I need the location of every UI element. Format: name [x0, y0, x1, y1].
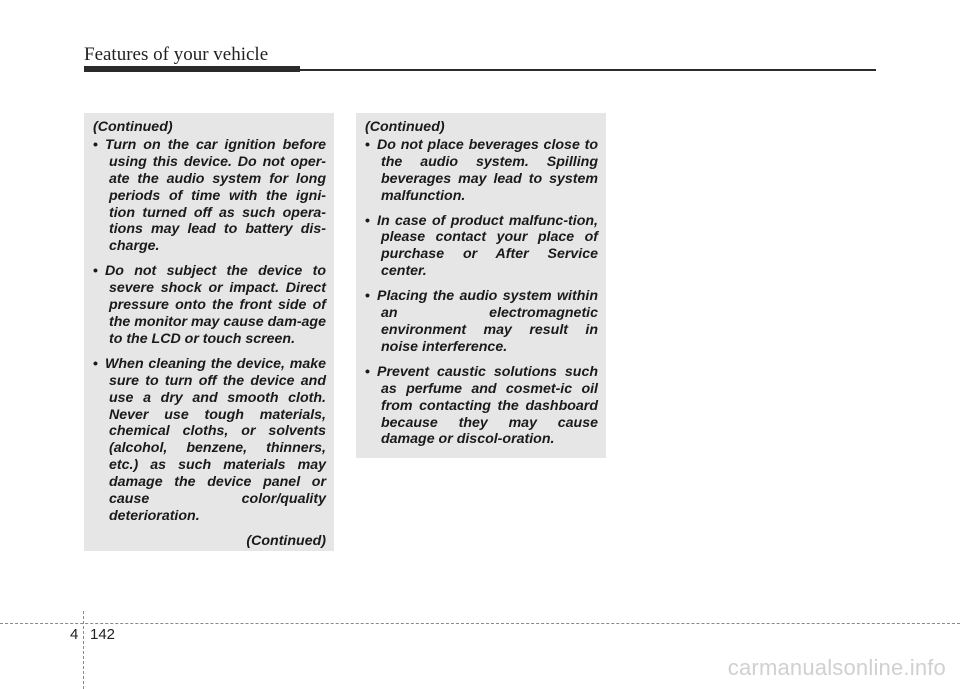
list-item-text: Do not place beverages close to the audio system. Spilling beverages may lead to system malfunction. — [377, 136, 598, 204]
bullet-icon: • — [365, 288, 370, 305]
section-number: 4 — [70, 626, 79, 643]
list-item-text: Prevent caustic solutions such as perfume and cosmet-ic oil from contacting the dashboard because they may cause damage or discol-oration. — [377, 363, 598, 448]
continued-label: (Continued) — [93, 119, 173, 135]
page-number: 142 — [90, 626, 116, 643]
bullet-icon: • — [93, 263, 98, 280]
header-rule — [300, 69, 876, 71]
caution-panel-left — [84, 113, 334, 551]
list-item — [365, 213, 598, 281]
list-item-text: When cleaning the device, make sure to turn off the device and use a dry and smooth cloth. Never use tough materials, chemical cloths, or solvents (alcohol, benzene, thinners, etc.) as such materials may damage the device panel or cause color/quality deterioration. — [105, 355, 326, 524]
footer-divider — [83, 611, 84, 689]
list-item-text: In case of product malfunc-tion, please contact your place of purchase or After Service center. — [377, 212, 598, 280]
bullet-icon: • — [93, 136, 98, 153]
bullet-list — [365, 137, 598, 448]
bullet-icon: • — [365, 212, 370, 229]
list-item-text: Do not subject the device to severe shock or impact. Direct pressure onto the front side of the monitor may cause dam-age to the LCD or touch screen. — [105, 263, 326, 347]
list-item — [365, 364, 598, 449]
bullet-icon: • — [365, 363, 370, 380]
page-header-title: Features of your vehicle — [84, 44, 269, 65]
bullet-icon: • — [365, 136, 370, 153]
list-item — [93, 137, 326, 255]
watermark: carmanualsonline.info — [727, 655, 946, 680]
header-thick-bar — [84, 66, 300, 72]
continued-label: (Continued) — [365, 119, 445, 135]
list-item — [365, 137, 598, 205]
list-item — [365, 288, 598, 356]
list-item — [93, 356, 326, 525]
list-item-text: Turn on the car ignition before using this device. Do not oper-ate the audio system for long periods of time with the igni-tion turned off as such opera-tions may lead to battery dis-charge. — [105, 136, 326, 255]
list-item — [93, 263, 326, 348]
list-item-text: Placing the audio system within an electromagnetic environment may result in noise interference. — [377, 288, 598, 355]
bullet-icon: • — [93, 355, 98, 372]
continued-label-end: (Continued) — [246, 532, 326, 549]
bullet-list — [93, 137, 326, 525]
footer-rule — [0, 623, 960, 624]
caution-panel-right — [356, 113, 606, 458]
